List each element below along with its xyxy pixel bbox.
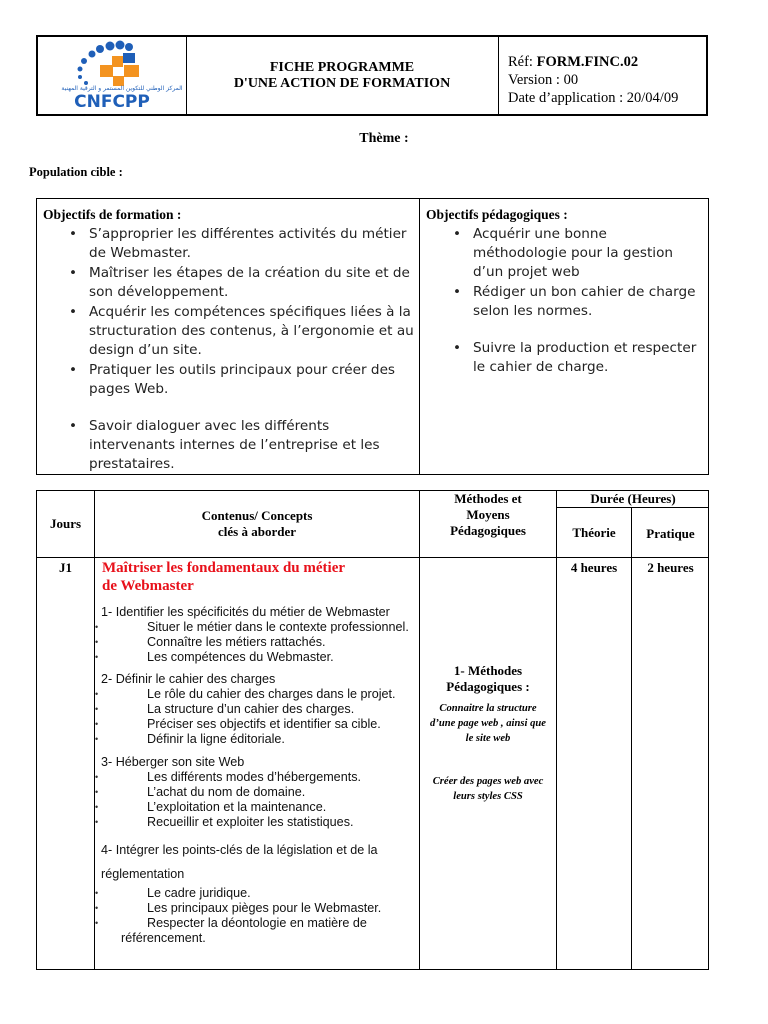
- objectives-table: [36, 198, 709, 475]
- cnfcpp-logo: [38, 37, 186, 114]
- logo-text: CNFCPP: [74, 92, 150, 112]
- list-item: • S’approprier les différentes activités du métier de Webmaster.: [69, 226, 407, 262]
- list-item: • Maîtriser les étapes de la création du site et de son développement.: [69, 265, 410, 301]
- section-title: 4- Intégrer les points-clés de la législation et de la réglementation: [101, 843, 378, 881]
- content-heading: Maîtriser les fondamentaux du métier de Webmaster: [102, 560, 346, 594]
- date-line: Date d’application : 20/04/09: [508, 90, 679, 106]
- list-item: • Les compétences du Webmaster.: [95, 650, 334, 664]
- list-item: • Préciser ses objectifs et identifier sa cible.: [95, 717, 381, 731]
- list-item: • Acquérir les compétences spécifiques liées à la structuration des contenus, à l’ergonomie et au design d’un site.: [69, 304, 414, 359]
- day-cell: J1: [59, 560, 72, 575]
- population-label: Population cible :: [29, 165, 123, 179]
- theme-label: Thème :: [359, 131, 409, 146]
- list-item: • Respecter la déontologie en matière de référencement.: [95, 916, 367, 945]
- list-item: • Situer le métier dans le contexte professionnel.: [95, 620, 409, 634]
- list-item: • Le rôle du cahier des charges dans le projet.: [95, 687, 396, 701]
- list-item: • Recueillir et exploiter les statistiques.: [95, 815, 354, 829]
- list-item: • Le cadre juridique.: [95, 886, 251, 900]
- program-table: [36, 490, 709, 970]
- objectives-formation-cell: [37, 199, 420, 474]
- list-item: • Définir la ligne éditoriale.: [95, 732, 285, 746]
- logo-arabic: المركز الوطني للتكوين المستمر و الترقية المهنية: [61, 85, 183, 92]
- list-item: • Suivre la production et respecter le cahier de charge.: [453, 340, 697, 376]
- objectives-formation-title: Objectifs de formation :: [43, 207, 182, 222]
- form-title: [186, 37, 499, 114]
- list-item: • L’exploitation et la maintenance.: [95, 800, 327, 814]
- methods-title: 1- Méthodes Pédagogiques :: [446, 663, 530, 694]
- form-meta: [500, 37, 706, 114]
- title-line-2: D'UNE ACTION DE FORMATION: [233, 76, 451, 91]
- ref-line: Réf: FORM.FINC.02: [508, 54, 639, 70]
- methods-cell: [420, 663, 556, 804]
- theorie-hours: 4 heures: [570, 560, 618, 575]
- methods-text-2: Créer des pages web avec leurs styles CSS: [432, 776, 544, 802]
- list-item: • Rédiger un bon cahier de charge selon les normes.: [453, 284, 696, 320]
- section-title: 1- Identifier les spécificités du métier de Webmaster: [101, 605, 390, 619]
- col-theorie: Théorie: [572, 525, 616, 540]
- col-jours: Jours: [49, 516, 82, 531]
- objectives-pedago-title: Objectifs pédagogiques :: [426, 207, 568, 222]
- list-item: • L’achat du nom de domaine.: [95, 785, 306, 799]
- title-line-1: FICHE PROGRAMME: [269, 60, 415, 75]
- col-pratique: Pratique: [646, 526, 695, 541]
- version-line: Version : 00: [508, 72, 579, 88]
- logo-cell: [38, 37, 187, 114]
- col-methodes: Méthodes et Moyens Pédagogiques: [450, 491, 526, 538]
- section-title: 3- Héberger son site Web: [101, 755, 245, 769]
- form-header: [36, 35, 708, 116]
- list-item: • Connaître les métiers rattachés.: [95, 635, 326, 649]
- col-duree: Durée (Heures): [590, 491, 676, 506]
- objectives-pedago-cell: [420, 199, 708, 474]
- methods-text-1: Connaitre la structure d’une page web , ainsi que le site web: [430, 703, 546, 744]
- list-item: • Savoir dialoguer avec les différents intervenants internes de l’entreprise et les prestataires.: [69, 418, 380, 473]
- section-title: 2- Définir le cahier des charges: [101, 672, 276, 686]
- list-item: • La structure d’un cahier des charges.: [95, 702, 355, 716]
- list-item: • Pratiquer les outils principaux pour créer des pages Web.: [69, 362, 396, 398]
- content-sections: [95, 605, 417, 946]
- list-item: • Les différents modes d’hébergements.: [95, 770, 361, 784]
- col-contenus: Contenus/ Concepts clés à aborder: [201, 508, 313, 539]
- ref-value: FORM.FINC.02: [536, 54, 639, 70]
- list-item: • Les principaux pièges pour le Webmaster.: [95, 901, 382, 915]
- list-item: • Acquérir une bonne méthodologie pour la gestion d’un projet web: [453, 226, 674, 281]
- pratique-hours: 2 heures: [647, 560, 694, 575]
